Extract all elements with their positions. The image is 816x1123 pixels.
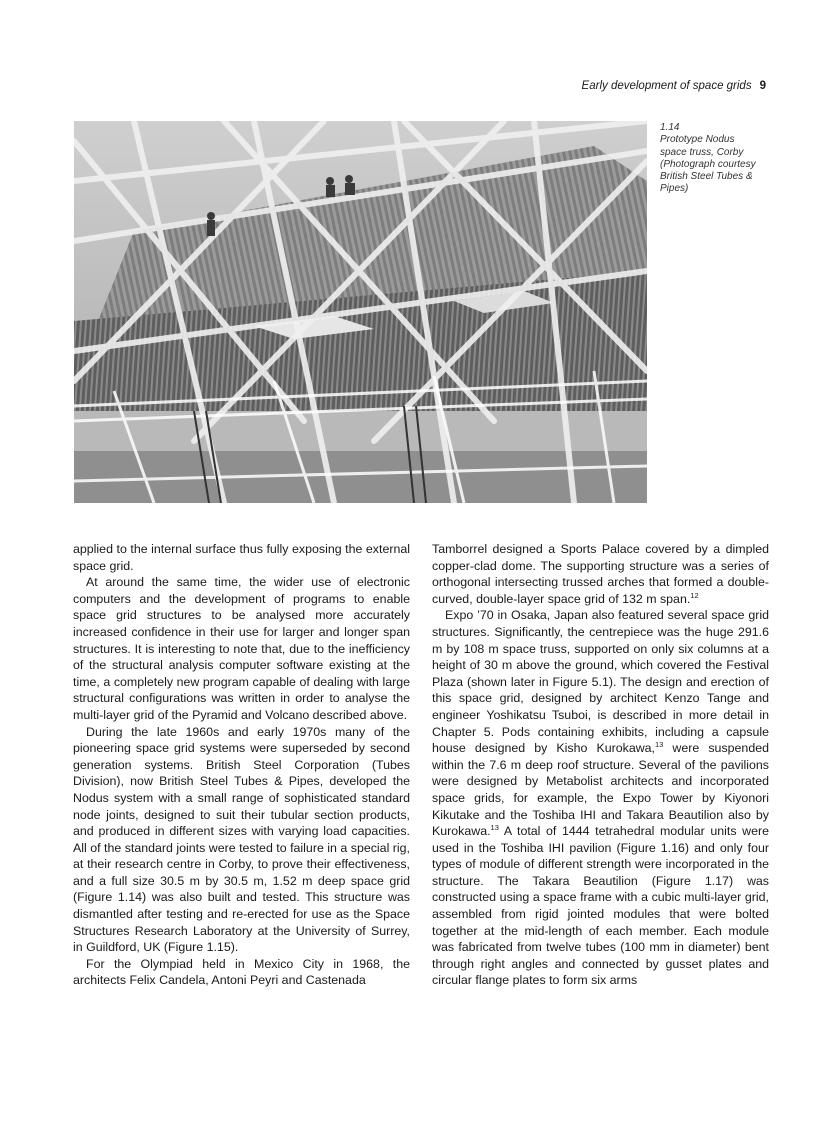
figure-photo [74, 121, 647, 503]
page-number: 9 [759, 80, 766, 92]
caption-line: Pipes) [660, 183, 689, 195]
paragraph: Tamborrel designed a Sports Palace covered by a dimpled copper-clad dome. The supporting structure was a series of orthogonal intersecting trussed arches that formed a double-curved, double-layer space grid of 132 m span.$^{12}$ [432, 542, 769, 606]
caption-line: (Photograph courtesy [660, 158, 756, 170]
paragraph: For the Olympiad held in Mexico City in 1968, the architects Felix Candela, Antoni Peyri and Castenada [73, 956, 410, 988]
figure-caption [660, 122, 780, 196]
right-column [432, 541, 769, 989]
caption-number: 1.14 [660, 122, 680, 133]
running-head [582, 80, 766, 92]
paragraph: applied to the internal surface thus fully exposing the external space grid. [73, 542, 410, 573]
reference-superscript: 13 [490, 823, 499, 833]
space-truss-photo [74, 121, 647, 503]
reference-superscript: 13 [655, 740, 664, 750]
paragraph: Expo ’70 in Osaka, Japan also featured several space grid structures. Significantly, the centrepiece was the huge 291.6 m by 108 m space truss, supported on only six columns at a height of 30 m above the ground, which covered the Festival Plaza (shown later in Figure 5.1). The design and erection of this space grid, designed by architect Kenzo Tange and engineer Yoshikatsu Tsuboi, is described in more detail in Chapter 5. Pods containing exhibits, including a capsule house designed by Kisho Kurokawa,$^{13}$ were suspended within the 7.6 m deep roof structure. Several of the pavilions were designed by Metabolist architects and incorporated space grids, for example, the Expo Tower by Kiyonori Kikutake and the Toshiba IHI and Takara Beautilion also by Kurokawa.$^{13}$ A total of 1444 tetrahedral modular units were used in the Toshiba IHI pavilion (Figure 1.16) and only four types of module of different strength were incorporated in the structure. The Takara Beautilion (Figure 1.17) was constructed using a space frame with a cubic multi-layer grid, assembled from rigid jointed modules that were bolted together at the mid-length of each member. Each module was fabricated from twelve tubes (100 mm in diameter) bent through right angles and connected by gusset plates and circular flange plates to form six arms [432, 608, 769, 988]
caption-line: space truss, Corby [660, 146, 744, 158]
left-column [73, 541, 410, 989]
paragraph: At around the same time, the wider use of electronic computers and the development of programs to enable space grid structures to be analysed more accurately increased confidence in their use for larger and longer span structures. It is interesting to note that, due to the inefficiency of the structural analysis computer software existing at the time, a completely new program capable of dealing with large structural configurations was written in order to analyse the multi-layer grid of the Pyramid and Volcano described above. [73, 575, 410, 722]
paragraph: During the late 1960s and early 1970s many of the pioneering space grid systems were superseded by second generation systems. British Steel Corporation (Tubes Division), now British Steel Tubes & Pipes, developed the Nodus system with a small range of sophisticated standard node joints, designed to suit their tubular section products, and produced in different sizes with varying load capacities. All of the standard joints were tested to failure in a special rig, at their research centre in Corby, to prove their effectiveness, and a full size 30.5 m by 30.5 m, 1.52 m deep space grid (Figure 1.14) was also built and tested. This structure was dismantled after testing and re-erected for use as the Space Structures Research Laboratory at the University of Surrey, in Guildford, UK (Figure 1.15). [73, 724, 410, 955]
caption-line: Prototype Nodus [660, 134, 735, 146]
running-title: Early development of space grids [581, 80, 752, 92]
reference-superscript: 12 [690, 590, 699, 600]
caption-line: British Steel Tubes & [660, 171, 753, 183]
